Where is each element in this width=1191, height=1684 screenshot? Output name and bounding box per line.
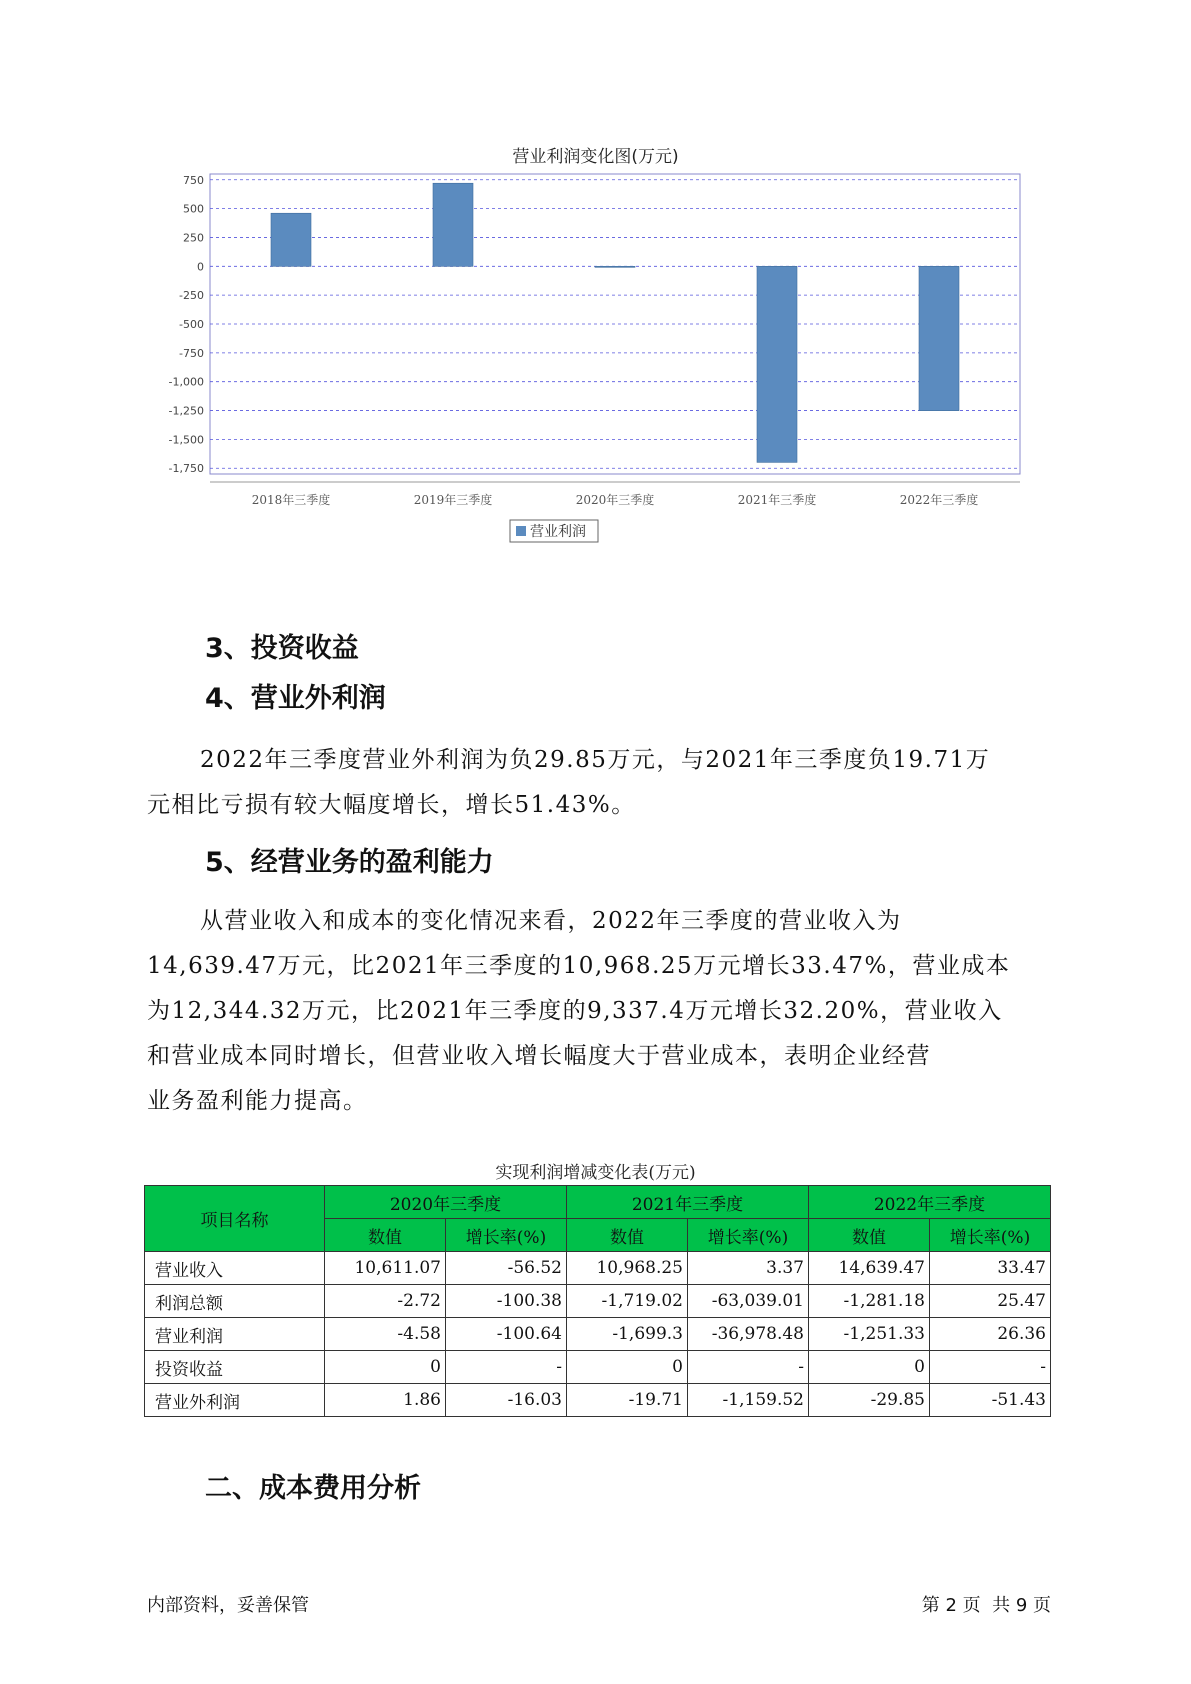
- table-cell: -100.38: [446, 1285, 567, 1318]
- table-cell: -1,719.02: [567, 1285, 688, 1318]
- table-cell: -1,251.33: [809, 1318, 930, 1351]
- paragraph-line: 业务盈利能力提高。: [147, 1088, 368, 1114]
- x-tick-label: 2022年三季度: [899, 493, 979, 507]
- table-cell: -63,039.01: [688, 1285, 809, 1318]
- table-cell: -51.43: [930, 1384, 1051, 1417]
- table-cell: 10,611.07: [325, 1252, 446, 1285]
- operating-profit-chart: [150, 170, 1030, 590]
- paragraph-line: 元相比亏损有较大幅度增长，增长51.43%。: [147, 792, 636, 818]
- profit-change-table: [144, 1185, 1051, 1417]
- bar: [433, 183, 473, 266]
- table-cell: -2.72: [325, 1285, 446, 1318]
- row-label: 投资收益: [145, 1351, 325, 1384]
- section-heading-non-operating-profit: 4、营业外利润: [205, 683, 386, 714]
- bar: [757, 266, 797, 462]
- paragraph-line: 2022年三季度营业外利润为负29.85万元，与2021年三季度负19.71万: [200, 747, 991, 773]
- table-cell: 1.86: [325, 1384, 446, 1417]
- table-row: [145, 1384, 1051, 1417]
- table-cell: -100.64: [446, 1318, 567, 1351]
- paragraph-line: 为12,344.32万元，比2021年三季度的9,337.4万元增长32.20%，营业收入: [147, 998, 1003, 1024]
- table-cell: 0: [567, 1351, 688, 1384]
- table-row: [145, 1318, 1051, 1351]
- row-label: 营业利润: [145, 1318, 325, 1351]
- header-period: 2021年三季度: [567, 1186, 809, 1219]
- y-tick-label: 250: [183, 231, 204, 245]
- y-tick-label: -1,000: [168, 375, 204, 389]
- table-cell: 25.47: [930, 1285, 1051, 1318]
- table-cell: 26.36: [930, 1318, 1051, 1351]
- y-tick-label: 750: [183, 173, 204, 187]
- header-growth-rate: 增长率(%): [930, 1219, 1051, 1252]
- chart-title: 营业利润变化图(万元): [512, 147, 679, 167]
- table-cell: -29.85: [809, 1384, 930, 1417]
- header-period: 2022年三季度: [809, 1186, 1051, 1219]
- x-tick-label: 2021年三季度: [737, 493, 817, 507]
- y-tick-label: -250: [179, 289, 204, 303]
- legend-label: 营业利润: [530, 524, 586, 540]
- x-tick-label: 2020年三季度: [575, 493, 655, 507]
- y-tick-label: -750: [179, 346, 204, 360]
- footer-confidential-note: 内部资料，妥善保管: [147, 1595, 309, 1616]
- bar: [919, 266, 959, 410]
- header-value: 数值: [567, 1219, 688, 1252]
- table-cell: 0: [325, 1351, 446, 1384]
- bar: [595, 266, 635, 267]
- row-label: 利润总额: [145, 1285, 325, 1318]
- y-tick-label: 500: [183, 202, 204, 216]
- table-cell: -56.52: [446, 1252, 567, 1285]
- table-cell: 0: [809, 1351, 930, 1384]
- table-cell: -: [930, 1351, 1051, 1384]
- y-tick-label: -1,500: [168, 433, 204, 447]
- legend-swatch: [516, 526, 526, 536]
- table-cell: -1,281.18: [809, 1285, 930, 1318]
- header-period: 2020年三季度: [325, 1186, 567, 1219]
- table-cell: 10,968.25: [567, 1252, 688, 1285]
- table-row: [145, 1252, 1051, 1285]
- table-cell: -: [446, 1351, 567, 1384]
- table-cell: -16.03: [446, 1384, 567, 1417]
- table-cell: 14,639.47: [809, 1252, 930, 1285]
- header-value: 数值: [325, 1219, 446, 1252]
- section-heading-cost-analysis: 二、成本费用分析: [205, 1473, 421, 1504]
- x-tick-label: 2019年三季度: [413, 493, 493, 507]
- header-value: 数值: [809, 1219, 930, 1252]
- y-tick-label: 0: [197, 260, 204, 274]
- table-cell: 33.47: [930, 1252, 1051, 1285]
- table-cell: -4.58: [325, 1318, 446, 1351]
- y-tick-label: -500: [179, 318, 204, 331]
- section-heading-investment-income: 3、投资收益: [205, 633, 359, 664]
- row-label: 营业外利润: [145, 1384, 325, 1417]
- header-growth-rate: 增长率(%): [688, 1219, 809, 1252]
- header-item-name: 项目名称: [145, 1186, 325, 1252]
- paragraph-line: 和营业成本同时增长，但营业收入增长幅度大于营业成本，表明企业经营: [147, 1043, 931, 1069]
- section-heading-business-profitability: 5、经营业务的盈利能力: [205, 847, 494, 878]
- table-cell: 3.37: [688, 1252, 809, 1285]
- table-cell: -19.71: [567, 1384, 688, 1417]
- paragraph-line: 从营业收入和成本的变化情况来看，2022年三季度的营业收入为: [200, 908, 902, 934]
- x-tick-label: 2018年三季度: [251, 493, 331, 507]
- row-label: 营业收入: [145, 1252, 325, 1285]
- table-row: [145, 1285, 1051, 1318]
- y-tick-label: -1,250: [168, 404, 204, 418]
- header-growth-rate: 增长率(%): [446, 1219, 567, 1252]
- table-cell: -: [688, 1351, 809, 1384]
- table-cell: -1,159.52: [688, 1384, 809, 1417]
- bar: [271, 213, 311, 266]
- table-row: [145, 1351, 1051, 1384]
- paragraph-line: 14,639.47万元，比2021年三季度的10,968.25万元增长33.47%，营业成本: [147, 953, 1011, 979]
- y-tick-label: -1,750: [168, 462, 204, 476]
- table-caption: 实现利润增减变化表(万元): [495, 1163, 696, 1183]
- table-cell: -1,699.3: [567, 1318, 688, 1351]
- footer-page-number: 第 2 页 共 9 页: [921, 1595, 1051, 1616]
- table-cell: -36,978.48: [688, 1318, 809, 1351]
